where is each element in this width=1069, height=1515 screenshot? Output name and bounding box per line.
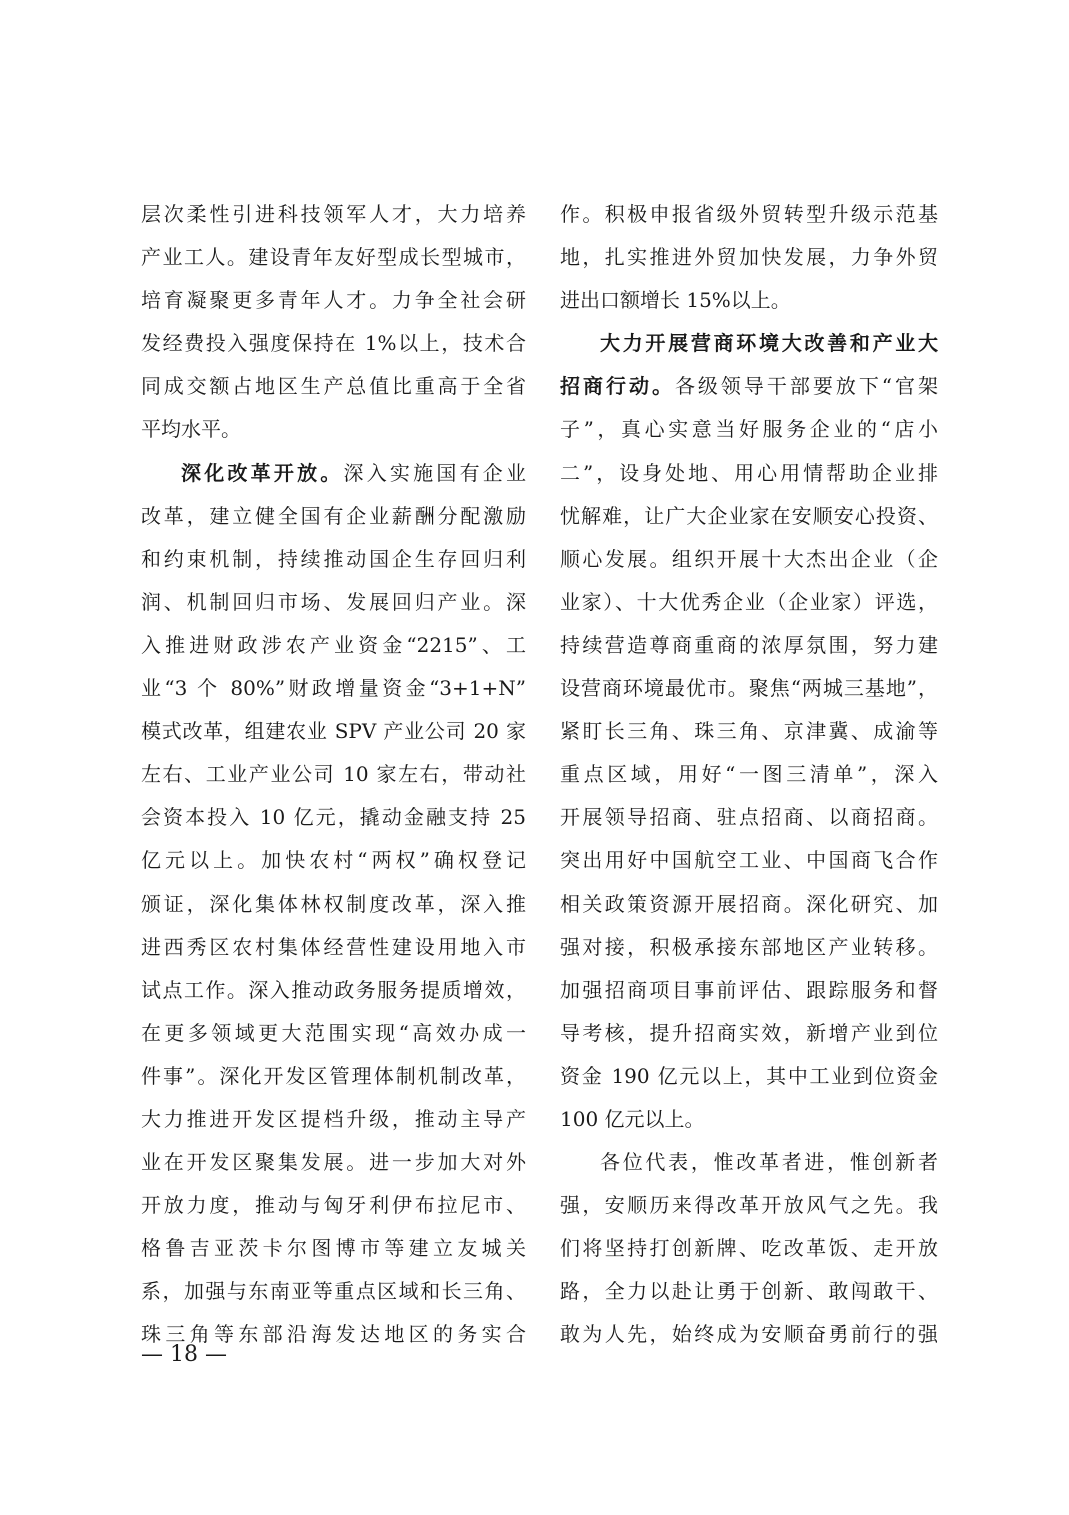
text-line: 业家）、十大优秀企业（企业家）评选， xyxy=(560,589,938,614)
paragraph-line xyxy=(141,452,526,495)
text-line: 和约束机制，持续推动国企生存回归利 xyxy=(141,546,526,571)
text-span: 深入实施国有企业 xyxy=(343,460,526,485)
text-line: 亿元以上。加快农村“两权”确权登记 xyxy=(141,848,526,873)
text-line: 格鲁吉亚茨卡尔图博市等建立友城关 xyxy=(141,1236,526,1261)
text-line: 大力推进开发区提档升级，推动主导产 xyxy=(141,1106,526,1131)
text-line: 进出口额增长 15%以上。 xyxy=(560,288,791,313)
text-line: 左右、工业产业公司 10 家左右，带动社 xyxy=(141,762,526,787)
section-heading: 大力开展营商环境大改善和产业大 xyxy=(600,331,938,356)
text-line: 二”，设身处地、用心用情帮助企业排 xyxy=(560,460,938,485)
text-line: 开展领导招商、驻点招商、以商招商。 xyxy=(560,805,938,830)
text-line: 润、机制回归市场、发展回归产业。深 xyxy=(141,589,526,614)
text-line: 顺心发展。组织开展十大杰出企业（企 xyxy=(560,546,938,571)
text-line: 珠三角等东部沿海发达地区的务实合 xyxy=(141,1322,526,1347)
text-line: 突出用好中国航空工业、中国商飞合作 xyxy=(560,848,938,873)
text-line: 业在开发区聚集发展。进一步加大对外 xyxy=(141,1150,526,1175)
text-line: 各位代表，惟改革者进，惟创新者 xyxy=(600,1150,938,1175)
text-span: 各级领导干部要放下“官架 xyxy=(674,374,939,399)
right-column xyxy=(560,193,938,1357)
page-number: — 18 — xyxy=(141,1342,227,1367)
section-heading: 招商行动。 xyxy=(560,374,675,399)
text-line: 紧盯长三角、珠三角、京津冀、成渝等 xyxy=(560,719,938,744)
text-line: 同成交额占地区生产总值比重高于全省 xyxy=(141,374,526,399)
text-line: 路，全力以赴让勇于创新、敢闯敢干、 xyxy=(560,1279,938,1304)
text-line: 强对接，积极承接东部地区产业转移。 xyxy=(560,934,938,959)
text-line: 相关政策资源开展招商。深化研究、加 xyxy=(560,891,938,916)
paragraph-line xyxy=(560,365,938,408)
text-line: 业“3 个 80%”财政增量资金“3+1+N” xyxy=(141,676,526,701)
text-line: 发经费投入强度保持在 1%以上，技术合 xyxy=(141,331,526,356)
text-line: 忧解难，让广大企业家在安顺安心投资、 xyxy=(560,503,938,528)
text-line: 作。积极申报省级外贸转型升级示范基 xyxy=(560,202,938,226)
text-line: 颁证，深化集体林权制度改革，深入推 xyxy=(141,891,526,916)
text-line: 在更多领域更大范围实现“高效办成一 xyxy=(141,1020,526,1045)
text-line: 入推进财政涉农产业资金“2215”、工 xyxy=(141,632,526,657)
text-line: 层次柔性引进科技领军人才，大力培养 xyxy=(141,202,526,226)
text-line: 产业工人。建设青年友好型成长型城市， xyxy=(141,245,526,270)
text-line: 开放力度，推动与匈牙利伊布拉尼市、 xyxy=(141,1193,526,1218)
text-line: 改革，建立健全国有企业薪酬分配激励 xyxy=(141,503,526,528)
text-line: 系，加强与东南亚等重点区域和长三角、 xyxy=(141,1279,526,1304)
text-line: 会资本投入 10 亿元，撬动金融支持 25 xyxy=(141,805,526,830)
text-line: 平均水平。 xyxy=(141,417,241,442)
text-line: 导考核，提升招商实效，新增产业到位 xyxy=(560,1020,938,1045)
text-line: 们将坚持打创新牌、吃改革饭、走开放 xyxy=(560,1236,938,1261)
text-line: 资金 190 亿元以上，其中工业到位资金 xyxy=(560,1063,938,1088)
text-line: 强，安顺历来得改革开放风气之先。我 xyxy=(560,1193,938,1218)
text-line: 持续营造尊商重商的浓厚氛围，努力建 xyxy=(560,632,938,657)
left-column xyxy=(141,193,526,1357)
text-line: 子”，真心实意当好服务企业的“店小 xyxy=(560,417,938,442)
text-line: 设营商环境最优市。聚焦“两城三基地”， xyxy=(560,676,938,701)
text-line: 加强招商项目事前评估、跟踪服务和督 xyxy=(560,977,938,1002)
text-line: 地，扎实推进外贸加快发展，力争外贸 xyxy=(560,245,938,270)
text-line: 件事”。深化开发区管理体制机制改革， xyxy=(141,1063,526,1088)
text-line: 试点工作。深入推动政务服务提质增效， xyxy=(141,977,526,1002)
text-line: 进西秀区农村集体经营性建设用地入市 xyxy=(141,934,526,959)
text-line: 培育凝聚更多青年人才。力争全社会研 xyxy=(141,288,526,313)
text-line: 模式改革，组建农业 SPV 产业公司 20 家 xyxy=(141,719,526,744)
text-line: 重点区域，用好“一图三清单”，深入 xyxy=(560,762,938,787)
section-heading: 深化改革开放。 xyxy=(181,460,344,485)
text-line: 敢为人先，始终成为安顺奋勇前行的强 xyxy=(560,1322,938,1347)
text-line: 100 亿元以上。 xyxy=(560,1106,705,1131)
